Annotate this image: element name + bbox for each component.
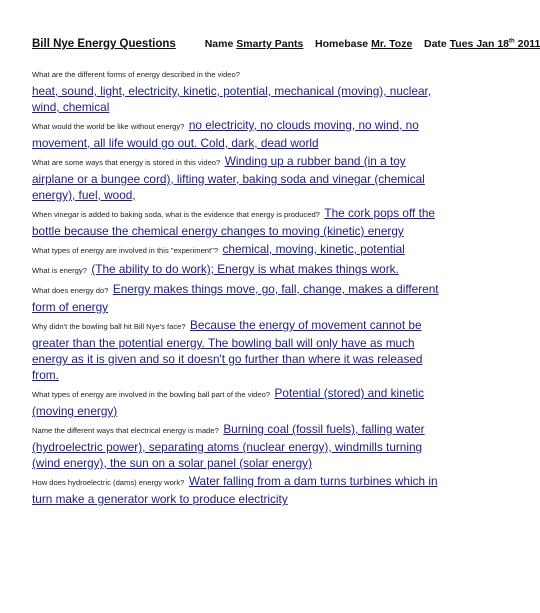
question: What types of energy are involved in this "experiment"? xyxy=(32,246,219,255)
qa-item-bowling-ball-face xyxy=(32,317,444,383)
question: Why didn't the bowling ball hit Bill Nye's face? xyxy=(32,322,186,331)
qa-item-world-without-energy xyxy=(32,117,444,151)
qa-item-stored-energy xyxy=(32,153,444,203)
question: How does hydroelectric (dams) energy work? xyxy=(32,478,185,487)
question: What does energy do? xyxy=(32,286,109,295)
homebase-label: Homebase xyxy=(315,38,369,50)
question: What is energy? xyxy=(32,266,87,275)
qa-item-experiment-types xyxy=(32,241,444,259)
name-label: Name xyxy=(204,38,234,50)
answer: chemical, moving, kinetic, potential xyxy=(222,242,405,256)
answer: The cork pops off the bottle because the chemical energy changes to moving (kinetic) energy xyxy=(32,206,435,238)
question: What are some ways that energy is stored in this video? xyxy=(32,158,221,167)
qa-item-what-is-energy xyxy=(32,261,444,279)
answer: heat, sound, light, electricity, kinetic, potential, mechanical (moving), nuclear, wind, chemical xyxy=(32,84,432,114)
question: What types of energy are involved in the bowling ball part of the video? xyxy=(32,390,271,399)
qa-item-vinegar-evidence xyxy=(32,205,444,239)
worksheet-title: Bill Nye Energy Questions xyxy=(32,38,176,50)
qa-item-what-energy-does xyxy=(32,281,444,315)
homebase-value: Mr. Toze xyxy=(371,38,413,50)
question: Name the different ways that electrical energy is made? xyxy=(32,426,219,435)
qa-item-electrical-energy xyxy=(32,421,444,471)
date-value: Tues Jan 18th 2011 xyxy=(449,38,540,50)
answer: Potential (stored) and kinetic (moving energy) xyxy=(32,386,425,418)
answer: Because the energy of movement cannot be greater than the potential energy. The bowling ball will only have as much energy as it is given and so it doesn't go further than where it was released from. xyxy=(32,318,423,382)
date-label: Date xyxy=(423,38,447,50)
qa-item-forms xyxy=(32,65,444,115)
question: What are the different forms of energy described in the video? xyxy=(32,70,240,79)
qa-item-bowling-ball-types xyxy=(32,385,444,419)
answer: Burning coal (fossil fuels), falling water (hydroelectric power), separating atoms (nuclear energy), windmills turning (wind energy), the sun on a solar panel (solar energy) xyxy=(32,422,425,470)
answer: Winding up a rubber band (in a toy airplane or a bungee cord), lifting water, baking soda and vinegar (chemical energy), fuel, wood, xyxy=(32,154,425,202)
question: What would the world be like without energy? xyxy=(32,122,185,131)
answer: Water falling from a dam turns turbines which in turn make a generator work to produce electricity xyxy=(32,474,438,506)
name-value: Smarty Pants xyxy=(236,38,304,50)
question: When vinegar is added to baking soda, what is the evidence that energy is produced? xyxy=(32,210,320,219)
answer: Energy makes things move, go, fall, change, makes a different form of energy xyxy=(32,282,439,314)
answer: no electricity, no clouds moving, no wind, no movement, all life would go out. Cold, dark, dead world xyxy=(32,118,419,150)
qa-item-hydroelectric xyxy=(32,473,444,507)
worksheet-header xyxy=(32,38,540,50)
answer: (The ability to do work); Energy is what makes things work. xyxy=(91,262,399,276)
